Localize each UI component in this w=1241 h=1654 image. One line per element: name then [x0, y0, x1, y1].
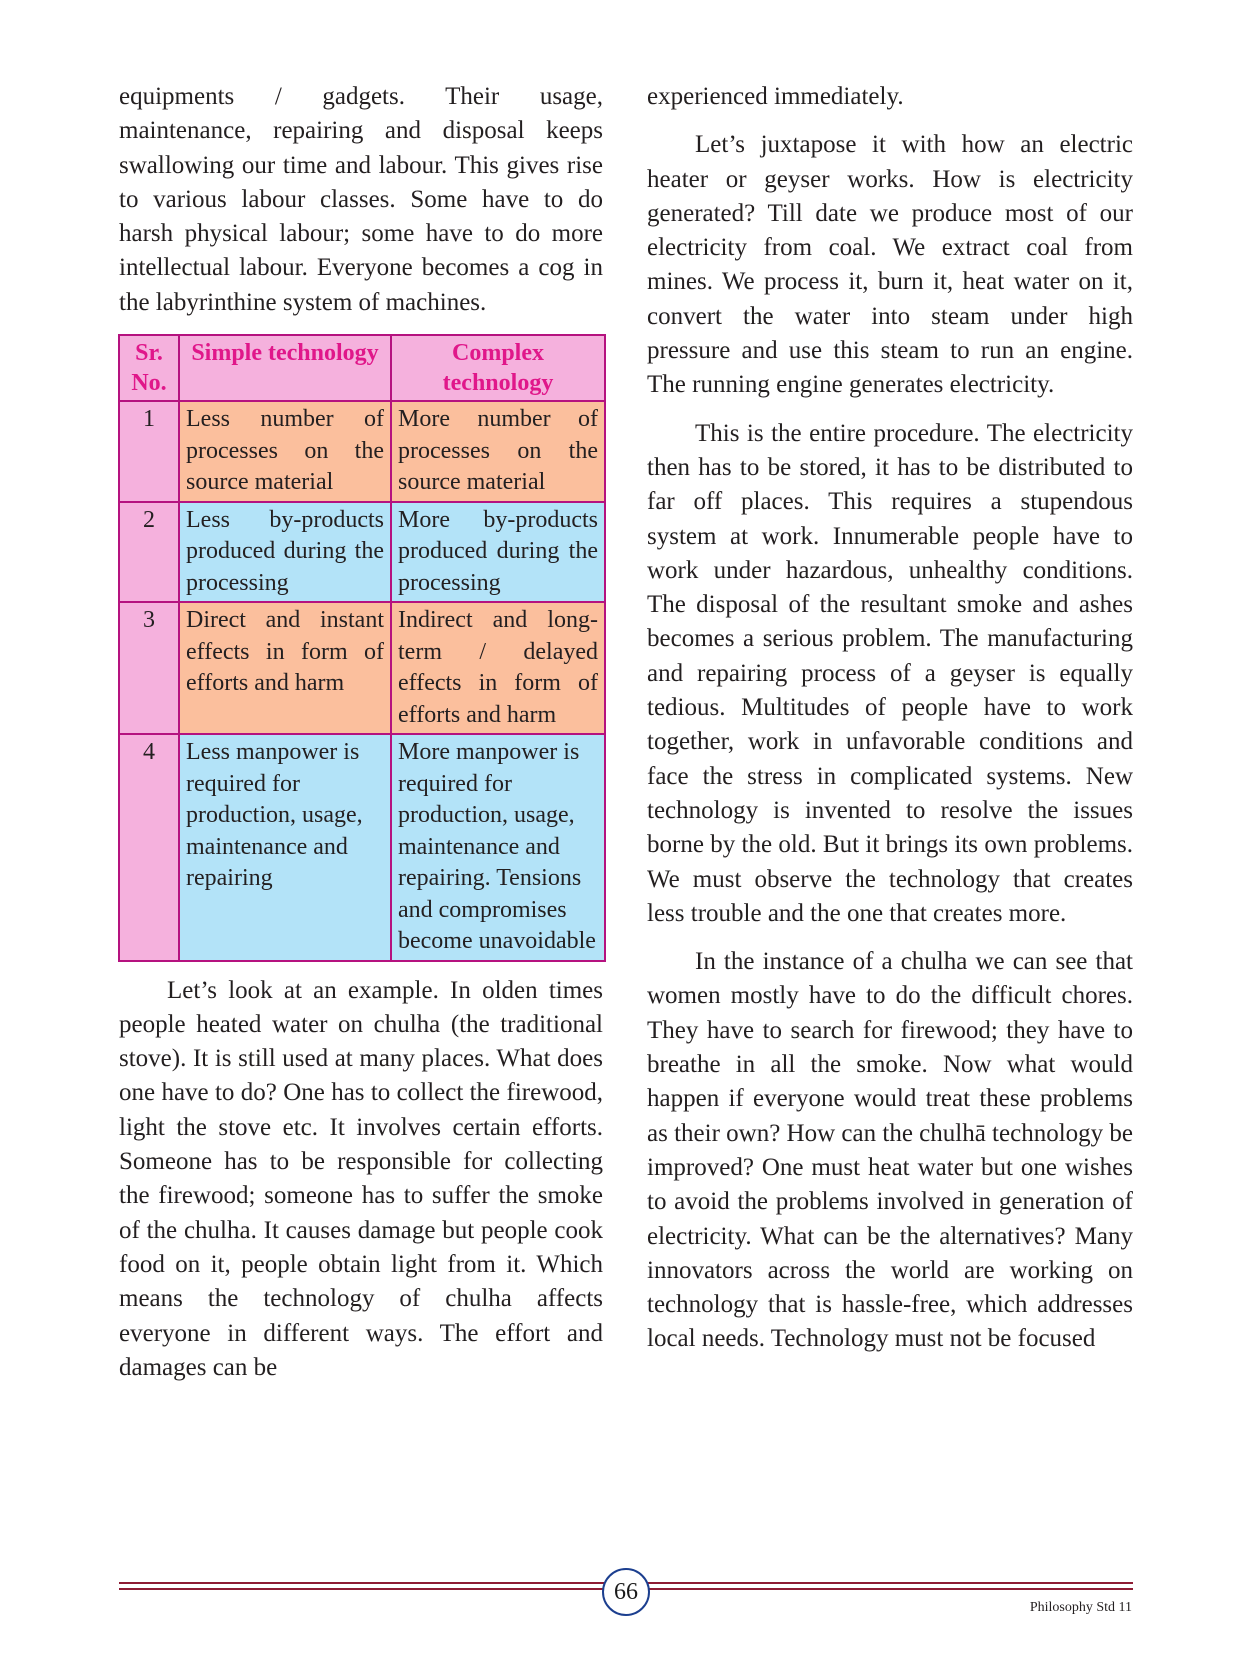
- page-number-badge: [602, 1568, 650, 1616]
- row-number: 1: [119, 401, 179, 502]
- header-sr-no: Sr. No.: [119, 335, 179, 401]
- table-row: [119, 734, 605, 961]
- page-number: 66: [614, 1579, 638, 1605]
- complex-cell: More number of processes on the source material: [391, 401, 605, 502]
- simple-cell: Less number of processes on the source material: [179, 401, 391, 502]
- header-simple-technology: Simple technology: [179, 335, 391, 401]
- row-number: 4: [119, 734, 179, 961]
- left-paragraph-1: equipments / gadgets. Their usage, maintenance, repairing and disposal keeps swallowing our time and labour. This gives rise to various labour classes. Some have to do harsh physical labour; some have to do more intellectual labour. Everyone becomes a cog in the labyrinthine system of machines.: [119, 83, 603, 316]
- simple-cell: Less by-products produced during the processing: [179, 502, 391, 603]
- simple-cell: Direct and instant effects in form of efforts and harm: [179, 602, 391, 734]
- complex-cell: Indirect and long-term / delayed effects in form of efforts and harm: [391, 602, 605, 734]
- complex-cell: More manpower is required for production, usage, maintenance and repairing. Tensions and compromises become unavoidable: [391, 734, 605, 961]
- table-row: [119, 502, 605, 603]
- table-row: [119, 602, 605, 734]
- complex-cell: More by-products produced during the processing: [391, 502, 605, 603]
- book-title: Philosophy Std 11: [1029, 1600, 1132, 1615]
- right-paragraph-3: This is the entire procedure. The electricity then has to be stored, it has to be distributed to far off places. This requires a stupendous system at work. Innumerable people have to work under hazardous, unhealthy conditions. The disposal of the resultant smoke and ashes becomes a serious problem. The manufacturing and repairing process of a geyser is equally tedious. Multitudes of people have to work together, work in unfavorable conditions and face the stress in complicated systems. New technology is invented to resolve the issues borne by the old. But it brings its own problems. We must observe the technology that creates less trouble and the one that creates more.: [647, 419, 1133, 927]
- left-column: [119, 80, 603, 1385]
- table-header-row: [119, 335, 605, 401]
- row-number: 2: [119, 502, 179, 603]
- table-row: [119, 401, 605, 502]
- right-column: [647, 80, 1133, 1357]
- simple-cell: Less manpower is required for production, usage, maintenance and repairing: [179, 734, 391, 961]
- header-complex-technology: Complex technology: [391, 335, 605, 401]
- right-paragraph-2: Let’s juxtapose it with how an electric heater or geyser works. How is electricity generated? Till date we produce most of our electricity from coal. We extract coal from mines. We process it, burn it, heat water on it, convert the water into steam under high pressure and use this steam to run an engine. The running engine generates electricity.: [647, 131, 1133, 399]
- left-paragraph-2: Let’s look at an example. In olden times people heated water on chulha (the traditional stove). It is still used at many places. What does one have to do? One has to collect the firewood, light the stove etc. It involves certain efforts. Someone has to be responsible for collecting the firewood; someone has to suffer the smoke of the chulha. It causes damage but people cook food on it, people obtain light from it. Which means the technology of chulha affects everyone in different ways. The effort and damages can be: [119, 976, 603, 1381]
- comparison-table: [118, 334, 606, 962]
- row-number: 3: [119, 602, 179, 734]
- right-paragraph-4: In the instance of a chulha we can see that women mostly have to do the difficult chores. They have to search for firewood; they have to breathe in all the smoke. Now what would happen if everyone would treat these problems as their own? How can the chulhā technology be improved? One must heat water but one wishes to avoid the problems involved in generation of electricity. What can be the alternatives? Many innovators across the world are working on technology that is hassle-free, which addresses local needs. Technology must not be focused: [647, 948, 1133, 1353]
- right-paragraph-1: experienced immediately.: [647, 83, 904, 110]
